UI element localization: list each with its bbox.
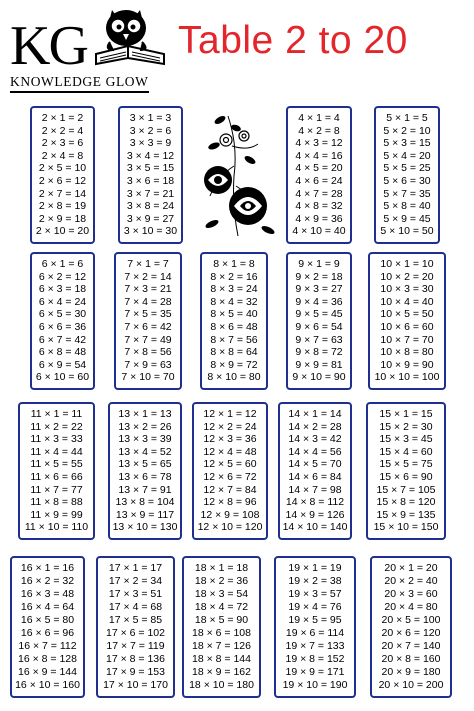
table-12-row-1: 12 × 1 = 12 — [203, 408, 257, 420]
table-8-row-9: 8 × 9 = 72 — [210, 358, 258, 371]
table-7-row-1: 7 × 1 = 7 — [127, 258, 169, 270]
table-11-row-1: 11 × 1 = 11 — [30, 408, 83, 420]
table-card-16 — [10, 556, 85, 698]
table-4-row-2: 4 × 2 = 8 — [298, 124, 340, 137]
table-13-row-1: 13 × 1 = 13 — [118, 408, 172, 420]
table-2-row-1: 2 × 1 = 2 — [41, 112, 84, 124]
table-17-row-10: 17 × 10 = 170 — [103, 679, 168, 691]
table-14-row-8: 14 × 8 = 112 — [285, 496, 345, 509]
table-13-row-10: 13 × 10 = 130 — [112, 521, 178, 534]
table-7-row-10: 7 × 10 = 70 — [121, 371, 175, 384]
table-5-row-2: 5 × 2 = 10 — [383, 124, 431, 137]
table-15-row-1: 15 × 1 = 15 — [379, 408, 433, 420]
table-14-row-9: 14 × 9 = 126 — [285, 508, 345, 521]
table-2-row-2: 2 × 2 = 4 — [41, 124, 84, 137]
table-10-row-7: 10 × 7 = 70 — [380, 333, 434, 346]
table-10-row-2: 10 × 2 = 20 — [380, 270, 434, 283]
table-19-row-2: 19 × 2 = 38 — [288, 575, 342, 587]
table-5-row-7: 5 × 7 = 35 — [383, 187, 431, 200]
table-2-row-8: 2 × 8 = 19 — [38, 200, 87, 213]
table-2-row-4: 2 × 4 = 8 — [41, 149, 84, 162]
table-5-row-10: 5 × 10 = 50 — [380, 225, 434, 238]
table-7-row-3: 7 × 3 = 21 — [124, 283, 172, 296]
table-4-row-6: 4 × 6 = 24 — [295, 175, 343, 187]
table-card-7 — [114, 252, 182, 390]
table-9-row-5: 9 × 5 = 45 — [295, 308, 343, 321]
table-4-row-5: 4 × 5 = 20 — [295, 162, 343, 175]
table-15-row-5: 15 × 5 = 75 — [379, 458, 433, 471]
table-card-17 — [96, 556, 175, 698]
table-6-row-2: 6 × 2 = 12 — [38, 270, 87, 283]
table-13-row-4: 13 × 4 = 52 — [118, 445, 172, 458]
table-4-row-3: 4 × 3 = 12 — [295, 137, 343, 150]
table-5-row-4: 5 × 4 = 20 — [383, 149, 431, 162]
table-4-row-10: 4 × 10 = 40 — [292, 225, 346, 238]
table-11-row-8: 11 × 8 = 88 — [30, 496, 83, 509]
table-card-20 — [370, 556, 452, 698]
table-5-row-9: 5 × 9 = 45 — [383, 212, 431, 225]
table-4-row-1: 4 × 1 = 4 — [298, 112, 340, 124]
table-card-15 — [366, 402, 446, 540]
table-7-row-5: 7 × 5 = 35 — [124, 308, 172, 321]
table-13-row-6: 13 × 6 = 78 — [118, 471, 172, 483]
table-18-row-6: 18 × 6 = 108 — [192, 627, 251, 639]
table-2-row-7: 2 × 7 = 14 — [38, 187, 87, 200]
table-2-row-6: 2 × 6 = 12 — [38, 175, 87, 187]
table-18-row-4: 18 × 4 = 72 — [194, 601, 249, 613]
table-8-row-6: 8 × 6 = 48 — [210, 321, 258, 333]
table-15-row-7: 15 × 7 = 105 — [376, 483, 436, 496]
table-7-row-8: 7 × 8 = 56 — [124, 346, 172, 359]
table-18-row-7: 18 × 7 = 126 — [192, 640, 251, 652]
table-16-row-6: 16 × 6 = 96 — [20, 627, 75, 639]
table-6-row-10: 6 × 10 = 60 — [35, 371, 90, 384]
table-14-row-7: 14 × 7 = 98 — [288, 483, 342, 496]
table-7-row-9: 7 × 9 = 63 — [124, 358, 172, 371]
table-17-row-3: 17 × 3 = 51 — [108, 588, 163, 600]
table-5-row-5: 5 × 5 = 25 — [383, 162, 431, 175]
table-2-row-5: 2 × 5 = 10 — [38, 162, 87, 175]
table-card-4 — [286, 106, 352, 244]
table-3-row-2: 3 × 2 = 6 — [129, 124, 172, 137]
table-18-row-2: 18 × 2 = 36 — [194, 575, 249, 587]
table-11-row-6: 11 × 6 = 66 — [30, 471, 83, 483]
table-18-row-10: 18 × 10 = 180 — [189, 679, 254, 691]
table-3-row-1: 3 × 1 = 3 — [129, 112, 172, 124]
table-15-row-3: 15 × 3 = 45 — [379, 433, 433, 446]
table-19-row-7: 19 × 7 = 133 — [285, 640, 345, 652]
table-18-row-1: 18 × 1 = 18 — [194, 562, 249, 574]
table-6-row-8: 6 × 8 = 48 — [38, 346, 87, 359]
table-19-row-3: 19 × 3 = 57 — [288, 588, 342, 600]
table-17-row-7: 17 × 7 = 119 — [106, 640, 165, 652]
table-2-row-3: 2 × 3 = 6 — [41, 137, 84, 150]
table-4-row-9: 4 × 9 = 36 — [295, 212, 343, 225]
table-19-row-9: 19 × 9 = 171 — [285, 666, 345, 678]
table-3-row-3: 3 × 3 = 9 — [129, 137, 172, 150]
table-20-row-4: 20 × 4 = 80 — [384, 601, 438, 613]
table-16-row-5: 16 × 5 = 80 — [20, 614, 75, 626]
table-9-row-7: 9 × 7 = 63 — [295, 333, 343, 346]
table-16-row-1: 16 × 1 = 16 — [20, 562, 75, 574]
table-9-row-4: 9 × 4 = 36 — [295, 295, 343, 308]
table-20-row-6: 20 × 6 = 120 — [381, 627, 441, 639]
table-13-row-3: 13 × 3 = 39 — [118, 433, 172, 446]
table-18-row-5: 18 × 5 = 90 — [194, 614, 249, 626]
table-20-row-2: 20 × 2 = 40 — [384, 575, 438, 587]
table-17-row-2: 17 × 2 = 34 — [108, 575, 163, 587]
table-9-row-6: 9 × 6 = 54 — [295, 321, 343, 333]
table-6-row-4: 6 × 4 = 24 — [38, 295, 87, 308]
table-3-row-5: 3 × 5 = 15 — [126, 162, 175, 175]
table-18-row-3: 18 × 3 = 54 — [194, 588, 249, 600]
table-16-row-3: 16 × 3 = 48 — [20, 588, 75, 600]
table-19-row-4: 19 × 4 = 76 — [288, 601, 342, 613]
table-card-9 — [286, 252, 352, 390]
table-9-row-8: 9 × 8 = 72 — [295, 346, 343, 359]
table-card-8 — [200, 252, 268, 390]
table-9-row-1: 9 × 1 = 9 — [298, 258, 340, 270]
table-13-row-8: 13 × 8 = 104 — [115, 496, 175, 509]
table-10-row-6: 10 × 6 = 60 — [380, 321, 434, 333]
table-11-row-4: 11 × 4 = 44 — [30, 445, 83, 458]
table-11-row-9: 11 × 9 = 99 — [30, 508, 83, 521]
table-12-row-3: 12 × 3 = 36 — [203, 433, 257, 446]
table-11-row-10: 11 × 10 = 110 — [24, 521, 89, 534]
table-18-row-8: 18 × 8 = 144 — [192, 653, 251, 665]
table-10-row-3: 10 × 3 = 30 — [380, 283, 434, 296]
table-20-row-3: 20 × 3 = 60 — [384, 588, 438, 600]
table-20-row-1: 20 × 1 = 20 — [384, 562, 438, 574]
table-card-13 — [108, 402, 182, 540]
table-card-5 — [374, 106, 440, 244]
table-7-row-4: 7 × 4 = 28 — [124, 295, 172, 308]
page-title: Table 2 to 20 — [178, 19, 408, 62]
table-16-row-4: 16 × 4 = 64 — [20, 601, 75, 613]
table-14-row-1: 14 × 1 = 14 — [288, 408, 342, 420]
table-11-row-5: 11 × 5 = 55 — [30, 458, 83, 471]
table-2-row-10: 2 × 10 = 20 — [35, 225, 90, 238]
table-17-row-9: 17 × 9 = 153 — [106, 666, 165, 678]
table-8-row-10: 8 × 10 = 80 — [207, 371, 261, 384]
table-card-3 — [118, 106, 183, 244]
table-9-row-9: 9 × 9 = 81 — [295, 358, 343, 371]
table-17-row-6: 17 × 6 = 102 — [106, 627, 165, 639]
table-card-19 — [274, 556, 356, 698]
table-8-row-7: 8 × 7 = 56 — [210, 333, 258, 346]
table-10-row-10: 10 × 10 = 100 — [374, 371, 440, 384]
table-5-row-8: 5 × 8 = 40 — [383, 200, 431, 213]
table-card-18 — [182, 556, 261, 698]
table-11-row-7: 11 × 7 = 77 — [30, 483, 83, 496]
table-12-row-7: 12 × 7 = 84 — [203, 483, 257, 496]
table-5-row-6: 5 × 6 = 30 — [383, 175, 431, 187]
table-16-row-2: 16 × 2 = 32 — [20, 575, 75, 587]
table-15-row-9: 15 × 9 = 135 — [376, 508, 436, 521]
table-7-row-2: 7 × 2 = 14 — [124, 270, 172, 283]
table-16-row-10: 16 × 10 = 160 — [15, 679, 80, 691]
table-11-row-2: 11 × 2 = 22 — [30, 420, 83, 433]
table-17-row-4: 17 × 4 = 68 — [108, 601, 163, 613]
table-12-row-9: 12 × 9 = 108 — [200, 508, 260, 521]
table-card-2 — [30, 106, 95, 244]
table-20-row-7: 20 × 7 = 140 — [381, 640, 441, 652]
table-10-row-1: 10 × 1 = 10 — [380, 258, 434, 270]
table-8-row-5: 8 × 5 = 40 — [210, 308, 258, 321]
table-15-row-2: 15 × 2 = 30 — [379, 420, 433, 433]
table-6-row-7: 6 × 7 = 42 — [38, 333, 87, 346]
table-4-row-8: 4 × 8 = 32 — [295, 200, 343, 213]
table-3-row-4: 3 × 4 = 12 — [126, 149, 175, 162]
table-6-row-9: 6 × 9 = 54 — [38, 358, 87, 371]
rose-bouquet-illustration — [198, 106, 278, 244]
table-5-row-1: 5 × 1 = 5 — [386, 112, 428, 124]
table-5-row-3: 5 × 3 = 15 — [383, 137, 431, 150]
table-7-row-7: 7 × 7 = 49 — [124, 333, 172, 346]
table-19-row-10: 19 × 10 = 190 — [282, 679, 348, 691]
table-14-row-10: 14 × 10 = 140 — [282, 521, 348, 534]
table-14-row-4: 14 × 4 = 56 — [288, 445, 342, 458]
table-14-row-6: 14 × 6 = 84 — [288, 471, 342, 483]
table-12-row-5: 12 × 5 = 60 — [203, 458, 257, 471]
table-20-row-10: 20 × 10 = 200 — [378, 679, 444, 691]
table-19-row-5: 19 × 5 = 95 — [288, 614, 342, 626]
table-10-row-9: 10 × 9 = 90 — [380, 358, 434, 371]
table-17-row-5: 17 × 5 = 85 — [108, 614, 163, 626]
logo-tagline: KNOWLEDGE GLOW — [10, 74, 149, 93]
table-8-row-2: 8 × 2 = 16 — [210, 270, 258, 283]
table-16-row-7: 16 × 7 = 112 — [18, 640, 77, 652]
logo-letters: KG — [10, 15, 87, 77]
table-12-row-6: 12 × 6 = 72 — [203, 471, 257, 483]
table-6-row-5: 6 × 5 = 30 — [38, 308, 87, 321]
table-9-row-10: 9 × 10 = 90 — [292, 371, 346, 384]
table-12-row-10: 12 × 10 = 120 — [197, 521, 263, 534]
table-10-row-4: 10 × 4 = 40 — [380, 295, 434, 308]
table-card-14 — [278, 402, 352, 540]
table-10-row-8: 10 × 8 = 80 — [380, 346, 434, 359]
table-14-row-3: 14 × 3 = 42 — [288, 433, 342, 446]
logo — [4, 4, 170, 94]
table-16-row-9: 16 × 9 = 144 — [18, 666, 77, 678]
table-3-row-10: 3 × 10 = 30 — [123, 225, 178, 238]
table-17-row-1: 17 × 1 = 17 — [108, 562, 163, 574]
table-8-row-4: 8 × 4 = 32 — [210, 295, 258, 308]
table-6-row-6: 6 × 6 = 36 — [38, 321, 87, 333]
table-13-row-9: 13 × 9 = 117 — [115, 508, 175, 521]
table-19-row-6: 19 × 6 = 114 — [285, 627, 345, 639]
table-4-row-4: 4 × 4 = 16 — [295, 149, 343, 162]
table-16-row-8: 16 × 8 = 128 — [18, 653, 77, 665]
table-9-row-3: 9 × 3 = 27 — [295, 283, 343, 296]
table-20-row-9: 20 × 9 = 180 — [381, 666, 441, 678]
table-9-row-2: 9 × 2 = 18 — [295, 270, 343, 283]
table-7-row-6: 7 × 6 = 42 — [124, 321, 172, 333]
table-8-row-1: 8 × 1 = 8 — [213, 258, 255, 270]
table-15-row-10: 15 × 10 = 150 — [373, 521, 439, 534]
table-20-row-8: 20 × 8 = 160 — [381, 653, 441, 665]
table-12-row-8: 12 × 8 = 96 — [203, 496, 257, 509]
table-13-row-7: 13 × 7 = 91 — [118, 483, 172, 496]
table-15-row-6: 15 × 6 = 90 — [379, 471, 433, 483]
table-15-row-4: 15 × 4 = 60 — [379, 445, 433, 458]
table-card-11 — [18, 402, 95, 540]
table-4-row-7: 4 × 7 = 28 — [295, 187, 343, 200]
table-2-row-9: 2 × 9 = 18 — [38, 212, 87, 225]
reading-owl-mascot-icon — [88, 4, 168, 70]
table-card-10 — [368, 252, 446, 390]
table-card-6 — [30, 252, 95, 390]
table-15-row-8: 15 × 8 = 120 — [376, 496, 436, 509]
table-8-row-3: 8 × 3 = 24 — [210, 283, 258, 296]
table-6-row-1: 6 × 1 = 6 — [41, 258, 84, 270]
table-12-row-2: 12 × 2 = 24 — [203, 420, 257, 433]
table-card-12 — [192, 402, 268, 540]
table-13-row-5: 13 × 5 = 65 — [118, 458, 172, 471]
table-18-row-9: 18 × 9 = 162 — [192, 666, 251, 678]
table-8-row-8: 8 × 8 = 64 — [210, 346, 258, 359]
table-14-row-2: 14 × 2 = 28 — [288, 420, 342, 433]
table-19-row-1: 19 × 1 = 19 — [288, 562, 342, 574]
table-3-row-9: 3 × 9 = 27 — [126, 212, 175, 225]
table-3-row-8: 3 × 8 = 24 — [126, 200, 175, 213]
table-14-row-5: 14 × 5 = 70 — [288, 458, 342, 471]
table-20-row-5: 20 × 5 = 100 — [381, 614, 441, 626]
table-13-row-2: 13 × 2 = 26 — [118, 420, 172, 433]
table-19-row-8: 19 × 8 = 152 — [285, 653, 345, 665]
table-10-row-5: 10 × 5 = 50 — [380, 308, 434, 321]
table-17-row-8: 17 × 8 = 136 — [106, 653, 165, 665]
table-3-row-6: 3 × 6 = 18 — [126, 175, 175, 187]
table-12-row-4: 12 × 4 = 48 — [203, 445, 257, 458]
table-6-row-3: 6 × 3 = 18 — [38, 283, 87, 296]
table-11-row-3: 11 × 3 = 33 — [30, 433, 83, 446]
table-3-row-7: 3 × 7 = 21 — [126, 187, 175, 200]
